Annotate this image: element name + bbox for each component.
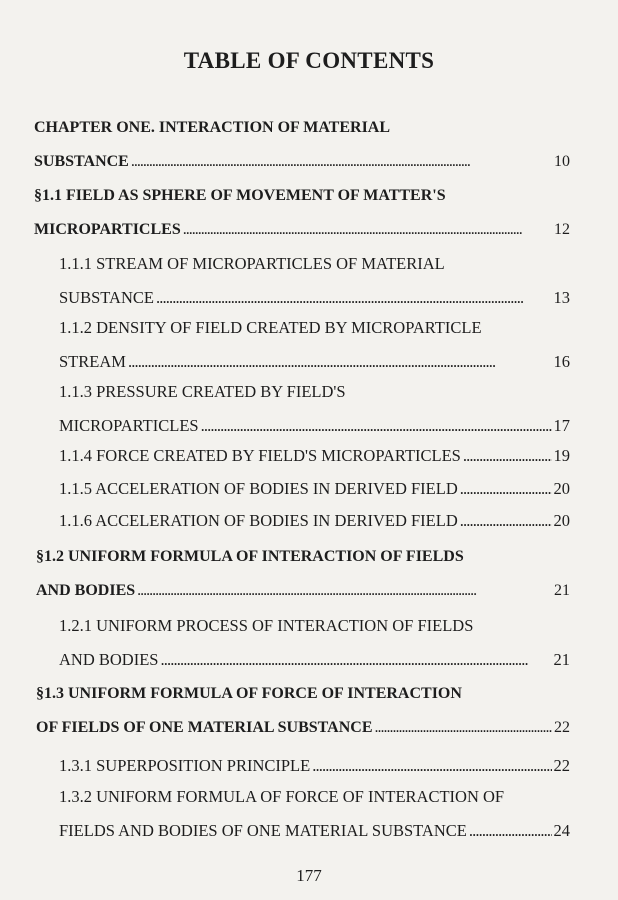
toc-page-number: 16 [553,352,570,371]
dot-leader [160,643,551,677]
toc-entry-text: 1.1.1 STREAM OF MICROPARTICLES OF MATERIAL [59,254,445,273]
toc-page-number: 19 [553,446,570,465]
toc-entry-1-3-2[interactable] [59,780,570,848]
toc-entry-text: MICROPARTICLES [59,416,199,435]
toc-page-number: 21 [553,650,570,669]
toc-page-number: 20 [553,479,570,498]
toc-page-number: 24 [553,821,570,840]
toc-entry-text: §1.2 UNIFORM FORMULA OF INTERACTION OF FIELDS [36,548,464,565]
toc-page-number: 10 [554,153,570,170]
toc-page-number: 12 [554,221,570,238]
toc-entry-chapter-one[interactable] [34,111,570,179]
toc-entry-section-1-1[interactable] [34,179,570,247]
toc-entry-1-1-1[interactable] [59,247,570,315]
toc-entry-text: OF FIELDS OF ONE MATERIAL SUBSTANCE [36,719,373,736]
toc-entry-text: 1.1.4 FORCE CREATED BY FIELD'S MICROPARTICLES [59,446,461,465]
page-number: 177 [296,866,322,885]
toc-entry-text: SUBSTANCE [59,288,154,307]
toc-entry-1-1-4[interactable] [59,439,570,473]
toc-entry-1-1-2[interactable] [59,311,570,379]
toc-entry-1-1-5[interactable] [59,472,570,506]
dot-leader [375,711,553,745]
toc-page-number: 21 [554,582,570,599]
toc-entry-text: 1.3.2 UNIFORM FORMULA OF FORCE OF INTERACTION OF [59,787,505,806]
toc-entry-text: 1.2.1 UNIFORM PROCESS OF INTERACTION OF FIELDS [59,616,474,635]
dot-leader [156,281,552,315]
toc-entry-text: 1.1.2 DENSITY OF FIELD CREATED BY MICROPARTICLE [59,318,482,337]
toc-page-number: 17 [553,416,570,435]
toc-page-number: 22 [554,719,570,736]
dot-leader [463,439,552,473]
toc-entry-section-1-2[interactable] [36,540,570,608]
toc-entry-text: STREAM [59,352,126,371]
toc-entry-text: §1.3 UNIFORM FORMULA OF FORCE OF INTERACTION [36,685,462,702]
toc-entry-text: FIELDS AND BODIES OF ONE MATERIAL SUBSTANCE [59,821,467,840]
toc-entry-text: AND BODIES [36,582,136,599]
dot-leader [183,213,552,247]
toc-entry-text: 1.3.1 SUPERPOSITION PRINCIPLE [59,756,311,775]
toc-entry-text: 1.1.5 ACCELERATION OF BODIES IN DERIVED FIELD [59,479,458,498]
toc-entry-text: 1.1.3 PRESSURE CREATED BY FIELD'S [59,382,346,401]
toc-entry-text: §1.1 FIELD AS SPHERE OF MOVEMENT OF MATTER'S [34,187,446,204]
toc-entry-text: AND BODIES [59,650,159,669]
toc-entry-text: SUBSTANCE [34,153,129,170]
dot-leader [137,574,552,608]
toc-entry-1-2-1[interactable] [59,609,570,677]
dot-leader [131,145,552,179]
toc-page-number: 22 [553,756,570,775]
toc-entry-text: 1.1.6 ACCELERATION OF BODIES IN DERIVED FIELD [59,511,458,530]
dot-leader [128,345,552,379]
dot-leader [460,504,552,538]
dot-leader [469,814,552,848]
toc-page-number: 20 [553,511,570,530]
toc-entry-1-1-3[interactable] [59,375,570,443]
toc-page-number: 13 [553,288,570,307]
toc-entry-1-3-1[interactable] [59,749,570,783]
toc-entry-section-1-3[interactable] [36,677,570,745]
page-title: TABLE OF CONTENTS [183,48,435,73]
toc-entry-text: MICROPARTICLES [34,221,181,238]
dot-leader [201,409,552,443]
dot-leader [312,749,551,783]
toc-entry-1-1-6[interactable] [59,504,570,538]
dot-leader [460,472,552,506]
toc-entry-text: CHAPTER ONE. INTERACTION OF MATERIAL [34,119,391,136]
